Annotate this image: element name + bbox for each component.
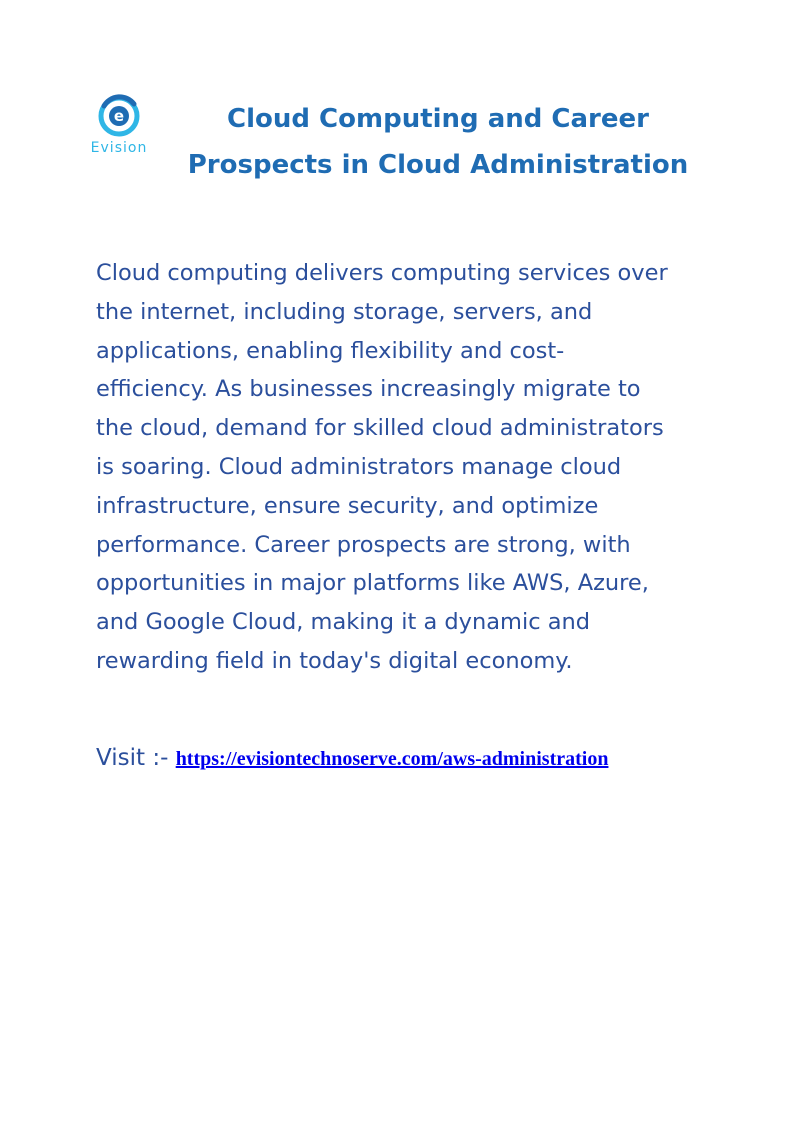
body-line: Cloud computing delivers computing services over (96, 260, 668, 286)
visit-line (96, 740, 716, 777)
body-line: the cloud, demand for skilled cloud administrators (96, 415, 664, 442)
body-line: applications, enabling flexibility and cost- (96, 337, 565, 364)
body-line: rewarding field in today's digital economy. (96, 647, 573, 674)
body-line: the internet, including storage, servers, and (96, 298, 593, 325)
evision-logo-mark (84, 94, 156, 158)
body-line: and Google Cloud, making it a dynamic and (96, 609, 591, 636)
title-line-1: Cloud Computing and Career (227, 104, 649, 134)
body-line: is soaring. Cloud administrators manage cloud (96, 453, 622, 480)
body-paragraph (96, 254, 708, 681)
evision-logo (84, 94, 156, 158)
body-line: opportunities in major platforms like AWS, Azure, (96, 570, 649, 597)
title-line-2: Prospects in Cloud Administration (187, 150, 689, 180)
body-line: infrastructure, ensure security, and optimize (96, 492, 599, 519)
body-line: performance. Career prospects are strong, with (96, 531, 631, 558)
body-line: efficiency. As businesses increasingly migrate to (96, 376, 641, 403)
logo-wordmark: Evision (90, 140, 148, 156)
document-title (170, 96, 706, 188)
visit-link[interactable]: https://evisiontechnoserve.com/aws-administration (175, 748, 609, 770)
logo-glyph: e (113, 107, 125, 125)
visit-label: Visit :- (96, 745, 176, 771)
